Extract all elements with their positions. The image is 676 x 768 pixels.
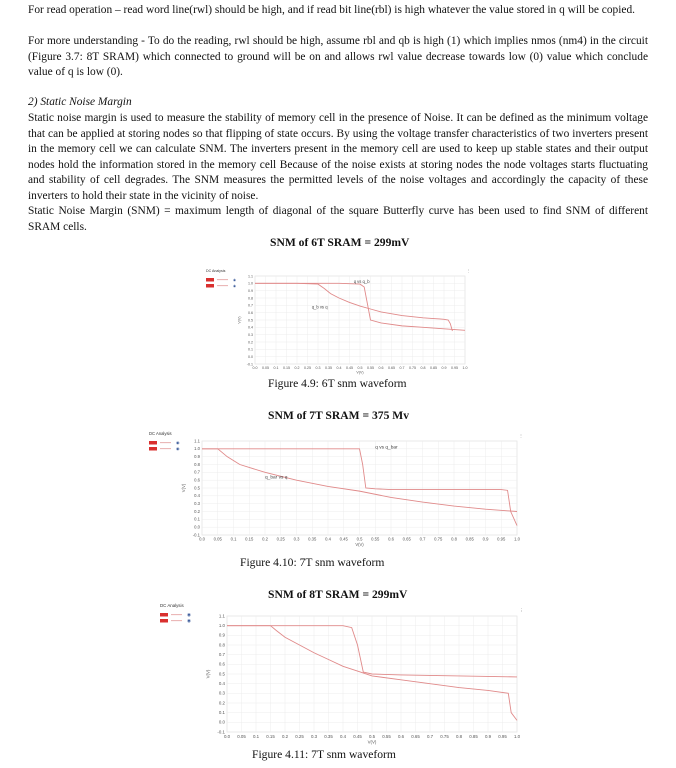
x-tick-label: 0.1 — [230, 536, 237, 542]
x-tick-label: 0.6 — [388, 536, 394, 542]
x-tick-label: 0.0 — [252, 366, 258, 371]
y-tick-label: 0.9 — [248, 289, 253, 294]
x-tick-label: 0.7 — [426, 733, 434, 739]
figure-caption-7t: Figure 4.10: 7T snm waveform — [240, 556, 385, 569]
x-tick-label: 0.35 — [308, 536, 317, 542]
intro-paragraph-read-operation: For read operation – read word line(rwl) should be high, and if read bit line(rbl) is high whatever the value stored in q will be copied. — [28, 4, 636, 16]
y-tick-label: 0.7 — [248, 303, 253, 308]
x-tick-label: 0.2 — [262, 536, 268, 542]
panel-corner-mark: ⋮ — [519, 608, 524, 613]
x-tick-label: 0.8 — [451, 536, 457, 542]
x-tick-label: 0.65 — [411, 733, 420, 739]
y-tick-label: 0.3 — [194, 501, 200, 507]
x-tick-label: 0.6 — [397, 733, 405, 739]
y-tick-label: 1.0 — [194, 446, 200, 452]
x-axis-label: V(V) — [356, 370, 364, 375]
x-tick-label: 0.2 — [294, 366, 300, 371]
plot-8t-snm — [157, 602, 527, 746]
x-tick-label: 0.7 — [399, 366, 405, 371]
x-tick-label: 0.65 — [388, 366, 395, 371]
x-tick-label: 0.55 — [382, 733, 391, 739]
legend-swatch — [160, 613, 168, 617]
y-tick-label: 0.8 — [194, 461, 200, 467]
x-tick-label: 1.0 — [513, 733, 521, 739]
y-tick-label: 0.0 — [194, 524, 200, 530]
x-tick-label: 0.45 — [339, 536, 348, 542]
x-tick-label: 0.3 — [293, 536, 300, 542]
plot-7t-snm — [145, 429, 525, 551]
panel-header: DC Analysis — [160, 603, 184, 608]
y-tick-label: 0.6 — [218, 661, 225, 667]
x-tick-label: 0.4 — [339, 733, 347, 739]
x-tick-label: 0.45 — [346, 366, 353, 371]
x-tick-label: 0.3 — [310, 733, 318, 739]
series-annotation: q vs q_b — [353, 279, 370, 285]
x-tick-label: 0.25 — [304, 366, 311, 371]
x-tick-label: 0.25 — [276, 536, 285, 542]
y-tick-label: 0.2 — [218, 700, 225, 706]
y-axis-label: V(V) — [237, 316, 242, 324]
x-tick-label: 0.15 — [266, 733, 275, 739]
y-tick-label: 0.5 — [248, 318, 253, 323]
y-tick-label: 0.4 — [248, 325, 253, 330]
x-tick-label: 0.35 — [325, 366, 332, 371]
y-tick-label: 0.1 — [218, 710, 225, 716]
x-tick-label: 0.1 — [273, 366, 279, 371]
y-tick-label: -0.1 — [192, 532, 200, 538]
legend-swatch — [160, 619, 168, 623]
x-tick-label: 0.0 — [223, 733, 231, 739]
y-tick-label: 0.6 — [248, 311, 253, 316]
y-tick-label: 0.9 — [194, 454, 200, 460]
x-tick-label: 0.75 — [434, 536, 443, 542]
x-tick-label: 0.4 — [336, 366, 342, 371]
y-tick-label: 0.0 — [248, 355, 253, 360]
y-tick-label: 0.1 — [194, 516, 200, 522]
legend-marker: ◉ — [233, 284, 237, 289]
x-tick-label: 1.0 — [514, 536, 520, 542]
y-tick-label: 0.2 — [194, 508, 200, 514]
legend-marker: ◉ — [233, 278, 237, 283]
series-annotation: q vs q_bar — [375, 445, 398, 451]
x-tick-label: 0.25 — [295, 733, 304, 739]
y-tick-label: 0.8 — [218, 642, 225, 648]
legend-swatch — [206, 284, 214, 288]
x-tick-label: 0.05 — [213, 536, 222, 542]
x-tick-label: 0.95 — [498, 733, 507, 739]
snm-8t-title: SNM of 8T SRAM = 299mV — [268, 588, 408, 601]
snm-7t-title: SNM of 7T SRAM = 375 Mv — [268, 409, 410, 422]
legend-swatch — [149, 441, 157, 445]
x-tick-label: 0.8 — [455, 733, 463, 739]
section-heading: 2) Static Noise Margin — [28, 96, 132, 108]
y-tick-label: 0.5 — [194, 485, 200, 491]
legend-marker: ◉ — [187, 612, 191, 618]
y-tick-label: 0.7 — [218, 652, 225, 658]
intro-paragraph-read-understanding: For more understanding - To do the reading, rwl should be high, assume rbl and qb is high (1) which implies nmos (nm4) in the circuit (Figure 3.7: 8T SRAM) which connected to ground will be on and allows rwl value decrease towards low (0) value which conclude value of q is low (0). — [28, 35, 648, 79]
snm-formula: Static Noise Margin (SNM) = maximum length of diagonal of the square Butterfly curve has been used to find SNM of different SRAM cells. — [28, 205, 648, 233]
x-tick-label: 0.5 — [357, 366, 363, 371]
y-tick-label: 0.7 — [194, 469, 200, 475]
x-tick-label: 0.5 — [368, 733, 376, 739]
y-tick-label: 0.0 — [218, 719, 225, 725]
x-tick-label: 0.0 — [199, 536, 205, 542]
x-tick-label: 0.5 — [356, 536, 363, 542]
x-tick-label: 0.65 — [402, 536, 411, 542]
legend-marker: ◉ — [176, 446, 180, 452]
x-tick-label: 0.05 — [237, 733, 246, 739]
x-tick-label: 0.05 — [262, 366, 269, 371]
panel-corner-mark: ⋮ — [467, 269, 471, 273]
panel-corner-mark: ⋮ — [519, 433, 524, 438]
y-tick-label: 0.1 — [248, 347, 253, 352]
y-tick-label: -0.1 — [217, 729, 225, 735]
x-tick-label: 0.35 — [324, 733, 333, 739]
y-tick-label: 1.1 — [218, 613, 225, 619]
x-tick-label: 0.9 — [484, 733, 492, 739]
x-tick-label: 0.85 — [469, 733, 478, 739]
x-tick-label: 0.55 — [367, 366, 374, 371]
section-body: Static noise margin is used to measure the stability of memory cell in the presence of Noise. It can be defined as the minimum voltage that can be applied at storing nodes so that flipping of state occurs. By using the voltage transfer characteristics of two inverters present in the memory cell we can calculate SNM. The inverters present in the memory cell are used to keep up stable states and their output nodes hold the information stored in the memory cell Because of the noise exists at storing nodes the node voltages starts fluctuating and stability of cell degrades. The SNM measures the permitted levels of the noise voltages and accordingly the capacity of these inverters to hold their state in the vicinity of noise. — [28, 112, 648, 202]
legend-swatch — [206, 278, 214, 282]
x-tick-label: 0.15 — [283, 366, 290, 371]
y-axis-label: V(V) — [181, 483, 187, 493]
x-tick-label: 0.7 — [419, 536, 426, 542]
y-tick-label: 0.3 — [218, 690, 225, 696]
x-tick-label: 1.0 — [462, 366, 468, 371]
series-annotation: q_bar vs q — [265, 475, 288, 481]
legend-marker: ◉ — [187, 618, 191, 624]
panel-header: DC Analysis — [149, 431, 172, 436]
figure-caption-8t: Figure 4.11: 7T snm waveform — [252, 748, 396, 761]
y-tick-label: 1.1 — [194, 438, 200, 444]
x-tick-label: 0.45 — [353, 733, 362, 739]
y-tick-label: 0.8 — [248, 296, 253, 301]
x-tick-label: 0.85 — [465, 536, 474, 542]
x-tick-label: 0.6 — [378, 366, 384, 371]
x-tick-label: 0.75 — [440, 733, 449, 739]
x-tick-label: 0.75 — [409, 366, 416, 371]
x-tick-label: 0.95 — [451, 366, 458, 371]
x-tick-label: 0.85 — [430, 366, 437, 371]
legend-marker: ◉ — [176, 440, 180, 446]
y-tick-label: 0.6 — [194, 477, 200, 483]
series-annotation: q_b vs q — [311, 304, 328, 310]
y-tick-label: 1.0 — [248, 281, 253, 286]
y-tick-label: 1.0 — [218, 623, 225, 629]
figure-caption-6t: Figure 4.9: 6T snm waveform — [268, 377, 407, 390]
y-tick-label: 0.5 — [218, 671, 225, 677]
x-tick-label: 0.8 — [420, 366, 426, 371]
legend-swatch — [149, 447, 157, 451]
snm-6t-title: SNM of 6T SRAM = 299mV — [270, 236, 410, 249]
x-axis-label: V(V) — [367, 739, 377, 745]
plot-6t-snm — [200, 264, 472, 376]
x-tick-label: 0.4 — [325, 536, 331, 542]
x-tick-label: 0.2 — [281, 733, 289, 739]
x-tick-label: 0.1 — [252, 733, 260, 739]
panel-header: DC Analysis — [206, 269, 226, 273]
x-tick-label: 0.9 — [482, 536, 489, 542]
x-tick-label: 0.95 — [497, 536, 506, 542]
x-axis-label: V(V) — [355, 541, 364, 547]
y-axis-label: V(V) — [205, 669, 211, 679]
x-tick-label: 0.3 — [315, 366, 321, 371]
x-tick-label: 0.55 — [371, 536, 380, 542]
y-tick-label: 0.9 — [218, 632, 225, 638]
y-tick-label: 0.2 — [248, 340, 253, 345]
x-tick-label: 0.15 — [245, 536, 254, 542]
y-tick-label: 0.3 — [248, 333, 253, 338]
y-tick-label: 0.4 — [194, 493, 200, 499]
y-tick-label: 0.4 — [218, 681, 225, 687]
y-tick-label: -0.1 — [246, 362, 253, 367]
y-tick-label: 1.1 — [248, 274, 253, 279]
x-tick-label: 0.9 — [441, 366, 447, 371]
